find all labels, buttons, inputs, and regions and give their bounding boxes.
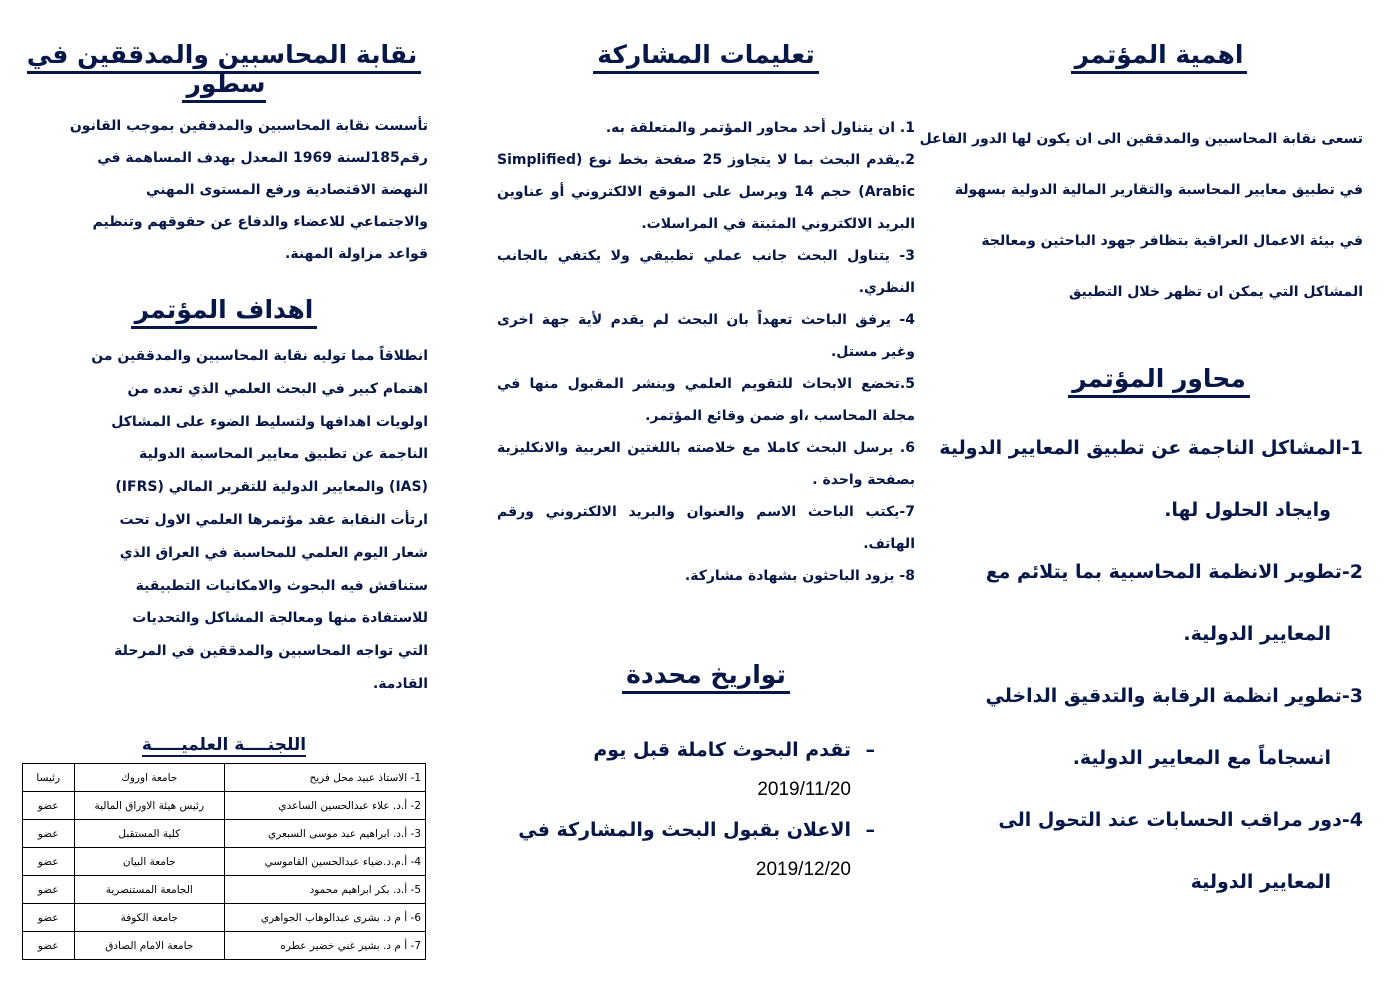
axes-item-continuation: المعايير الدولية. — [1183, 623, 1331, 645]
dates-heading: تواريخ محددة — [497, 660, 915, 689]
importance-line: المشاكل التي يمكن ان تظهر خلال التطبيق — [1068, 284, 1363, 300]
member-institution: كلية المستقبل — [74, 820, 224, 848]
axes-item — [939, 417, 1363, 541]
participation-item: 3- يتناول البحث جانب عملي تطبيقي ولا يكتفي بالجانب النظري. — [497, 248, 915, 296]
dash-bullet-icon: – — [865, 739, 875, 761]
goals-line: للاستفادة منها ومعالجة المشاكل والتحديات — [132, 610, 428, 627]
member-role: عضو — [23, 792, 75, 820]
member-role: عضو — [23, 876, 75, 904]
member-name: 1- الاستاذ عبيد محل فريح — [225, 764, 426, 792]
axes-item — [955, 541, 1363, 665]
member-institution: الجامعة المستنصرية — [74, 876, 224, 904]
dash-bullet-icon: – — [865, 819, 875, 841]
goals-heading: اهداف المؤتمر — [20, 295, 428, 324]
member-name: 2- أ.د. علاء عبدالحسين الساعدي — [225, 792, 426, 820]
axes-item-continuation: المعايير الدولية — [1190, 871, 1331, 893]
importance-paragraph — [919, 114, 1363, 318]
member-name: 3- أ.د. ابراهيم عبد موسى السبعري — [225, 820, 426, 848]
importance-line: تسعى نقابة المحاسبين والمدققين الى ان يكون لها الدور الفاعل — [919, 131, 1363, 147]
participation-item: 6. يرسل البحث كاملا مع خلاصته باللغتين العربية والانكليزية بصفحة واحدة . — [497, 440, 915, 488]
syndicate-line: والاجتماعي للاعضاء والدفاع عن حقوقهم وتنظيم — [92, 214, 428, 230]
member-institution: رئيس هيئة الاوراق المالية — [74, 792, 224, 820]
member-name: 5- أ.د. بكر ابراهيم محمود — [225, 876, 426, 904]
participation-item: 8- يزود الباحثون بشهادة مشاركة. — [684, 568, 915, 584]
committee-table — [22, 763, 426, 960]
goals-line: اهتمام كبير في البحث العلمي الذي تعده من — [127, 380, 428, 397]
member-institution: جامعة الامام الصادق — [74, 932, 224, 960]
dates-item-text: تقدم البحوث كاملة قبل يوم — [593, 739, 851, 761]
syndicate-paragraph — [20, 110, 428, 270]
axes-item-continuation: انسجاماً مع المعايير الدولية. — [1072, 747, 1331, 769]
participation-heading: تعليمات المشاركة — [497, 40, 915, 69]
member-role: رئيسا — [23, 764, 75, 792]
axes-item-continuation: وايجاد الحلول لها. — [1164, 499, 1331, 521]
participation-item: 7-يكتب الباحث الاسم والعنوان والبريد الالكتروني ورقم الهاتف. — [497, 504, 915, 552]
goals-line: (IAS) والمعايير الدولية للتقرير المالي (IFRS) — [115, 479, 428, 496]
axes-item — [955, 789, 1363, 913]
goals-paragraph — [20, 340, 428, 701]
goals-line: الناجمة عن تطبيق معايير المحاسبة الدولية — [138, 446, 428, 463]
goals-line: اولويات اهدافها ولتسليط الضوء على المشاكل — [111, 413, 428, 430]
table-row — [23, 848, 426, 876]
axes-item-text: 4-دور مراقب الحسابات عند التحول الى — [998, 809, 1363, 831]
member-role: عضو — [23, 904, 75, 932]
participation-item: 1. ان يتناول أحد محاور المؤتمر والمتعلقة به. — [605, 120, 915, 136]
dates-item — [497, 730, 915, 810]
dates-item-date: 2019/11/20 — [757, 779, 851, 800]
goals-line: ستناقش فيه البحوث والامكانيات التطبيقية — [135, 577, 428, 594]
dates-item-text: الاعلان بقبول البحث والمشاركة في — [518, 819, 851, 841]
goals-line: التي تواجه المحاسبين والمدققين في المرحلة — [114, 643, 428, 660]
committee-heading: اللجنــــة العلميـــــة — [141, 735, 307, 755]
axes-heading: محاور المؤتمر — [955, 364, 1363, 393]
member-name: 6- أ م د. بشرى عبدالوهاب الجواهري — [225, 904, 426, 932]
member-role: عضو — [23, 848, 75, 876]
member-name: 4- أ.م.د.ضياء عبدالحسين القاموسي — [225, 848, 426, 876]
syndicate-line: رقم185لسنة 1969 المعدل بهدف المساهمة في — [97, 150, 428, 166]
dates-list — [497, 730, 915, 890]
participation-item: 5.تخضع الابحاث للتقويم العلمي وينشر المقبول منها في مجلة المحاسب ،او ضمن وقائع المؤتمر. — [497, 376, 915, 424]
dates-item — [497, 810, 915, 890]
goals-line: ارتأت النقابة عقد مؤتمرها العلمي الاول تحت — [119, 511, 428, 528]
participation-item: 4- يرفق الباحث تعهداً بان البحث لم يقدم لأية جهة اخرى وغير مستل. — [497, 312, 915, 360]
importance-line: في بيئة الاعمال العراقية بتظافر جهود الباحثين ومعالجة — [981, 233, 1363, 249]
table-row — [23, 932, 426, 960]
member-institution: جامعة اوروك — [74, 764, 224, 792]
member-name: 7- أ م د. بشير غني خضير عطره — [225, 932, 426, 960]
dates-item-date: 2019/12/20 — [755, 859, 851, 880]
member-institution: جامعة البيان — [74, 848, 224, 876]
syndicate-line: النهضة الاقتصادية ورفع المستوى المهني — [146, 182, 428, 198]
participation-list — [497, 112, 915, 592]
table-row — [23, 904, 426, 932]
table-row — [23, 876, 426, 904]
table-row — [23, 764, 426, 792]
importance-heading: اهمية المؤتمر — [955, 40, 1363, 69]
participation-item: 2.يقدم البحث بما لا يتجاوز 25 صفحة بخط نوع (Simplified Arabic) حجم 14 ويرسل على الموقع الالكتروني أو عناوين البريد الالكتروني المثبتة في المراسلات. — [497, 152, 915, 232]
axes-item-text: 1-المشاكل الناجمة عن تطبيق المعايير الدولية — [939, 437, 1363, 459]
syndicate-line: تأسست نقابة المحاسبين والمدققين بموجب القانون — [69, 118, 428, 134]
axes-item-text: 3-تطوير انظمة الرقابة والتدقيق الداخلي — [985, 685, 1363, 707]
axes-item — [955, 665, 1363, 789]
member-role: عضو — [23, 820, 75, 848]
table-row — [23, 820, 426, 848]
syndicate-heading: نقابة المحاسبين والمدققين في سطور — [20, 40, 428, 98]
axes-list — [939, 417, 1363, 913]
syndicate-line: قواعد مزاولة المهنة. — [285, 246, 428, 262]
importance-line: في تطبيق معايير المحاسبة والتقارير المالية الدولية بسهولة — [954, 182, 1363, 198]
member-role: عضو — [23, 932, 75, 960]
goals-line: انطلاقاً مما توليه نقابة المحاسبين والمدققين من — [91, 348, 428, 364]
goals-line: القادمة. — [372, 675, 428, 692]
axes-item-text: 2-تطوير الانظمة المحاسبية بما يتلائم مع — [985, 561, 1363, 583]
member-institution: جامعة الكوفة — [74, 904, 224, 932]
table-row — [23, 792, 426, 820]
goals-line: شعار اليوم العلمي للمحاسبة في العراق الذي — [119, 544, 428, 561]
